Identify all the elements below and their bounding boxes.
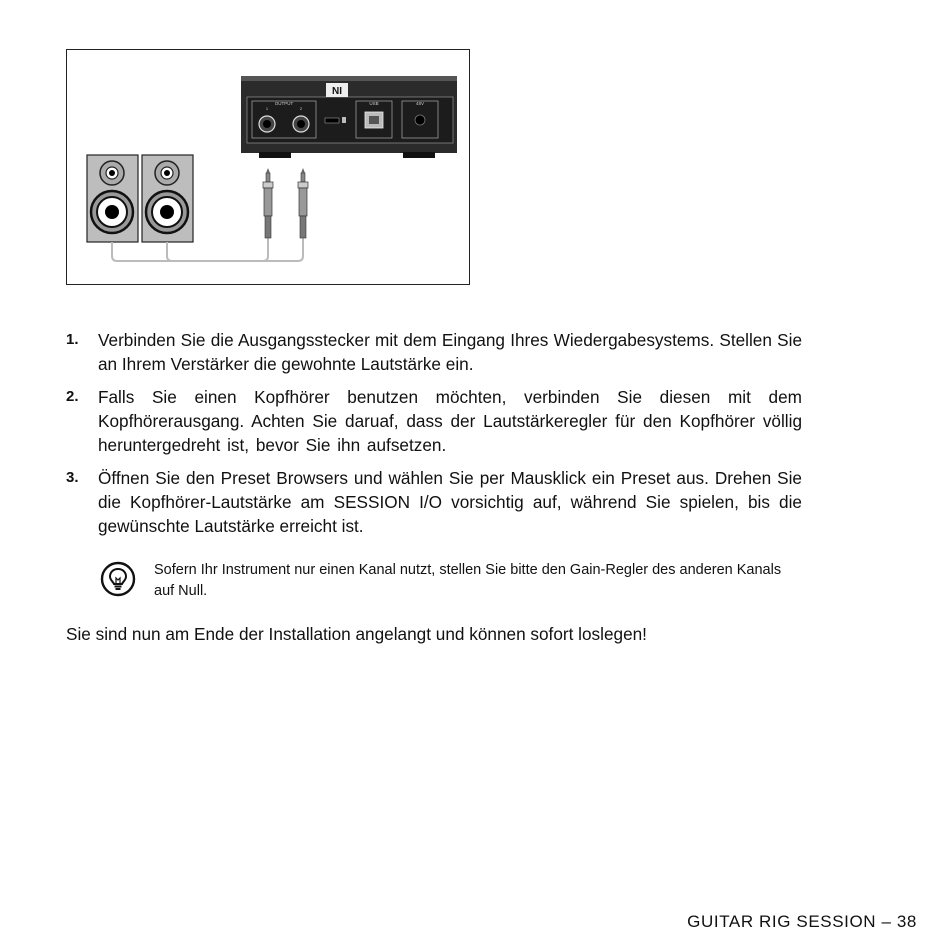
speaker-left <box>87 155 138 242</box>
step-text: Verbinden Sie die Ausgangsstecker mit dem Eingang Ihres Wiedergabesystems. Stellen Sie an Ihrem Verstärker die gewohnte Lautstärke ein. <box>98 330 802 374</box>
step-1 <box>66 328 802 376</box>
step-number: 1. <box>66 331 79 348</box>
step-number: 3. <box>66 469 79 486</box>
usb-label: USB <box>369 101 379 106</box>
step-number: 2. <box>66 388 79 405</box>
step-2 <box>66 385 802 457</box>
closing-paragraph: Sie sind nun am Ende der Installation angelangt und können sofort loslegen! <box>66 624 647 644</box>
lock-slot <box>325 118 339 123</box>
jack-plug-2 <box>298 168 308 238</box>
step-3 <box>66 466 802 538</box>
output-jack-2-label: 2 <box>299 106 303 111</box>
ni-logo-text: NI <box>332 86 342 97</box>
power-label: 48V <box>415 101 425 106</box>
connection-diagram <box>66 49 470 285</box>
instruction-steps <box>66 328 802 547</box>
tip-text: Sofern Ihr Instrument nur einen Kanal nutzt, stellen Sie bitte den Gain-Regler des anderen Kanals auf Null. <box>154 562 782 599</box>
step-text: Öffnen Sie den Preset Browsers und wählen Sie per Mausklick ein Preset aus. Drehen Sie die Kopfhörer-Lautstärke am SESSION I/O vorsichtig auf, während Sie spielen, bis die gewünschte Lautstärke erreicht ist. <box>98 468 802 536</box>
session-io-device <box>241 76 457 158</box>
step-text: Falls Sie einen Kopfhörer benutzen möchten, verbinden Sie diesen mit dem Kopfhörerausgang. Achten Sie daruaf, dass der Lautstärkeregler für den Kopfhörer völlig heruntergedreht ist, bevor Sie ihn aufsetzen. <box>98 387 802 455</box>
speaker-cables <box>112 238 303 261</box>
power-socket <box>415 115 425 125</box>
lightbulb-icon <box>100 561 136 597</box>
output-jack-1-label: 1 <box>265 106 269 111</box>
speaker-right <box>142 155 193 242</box>
page-footer: GUITAR RIG SESSION – 38 <box>687 912 917 931</box>
connection-illustration <box>67 50 471 286</box>
output-label: OUTPUT <box>274 101 294 106</box>
jack-plug-1 <box>263 168 273 238</box>
